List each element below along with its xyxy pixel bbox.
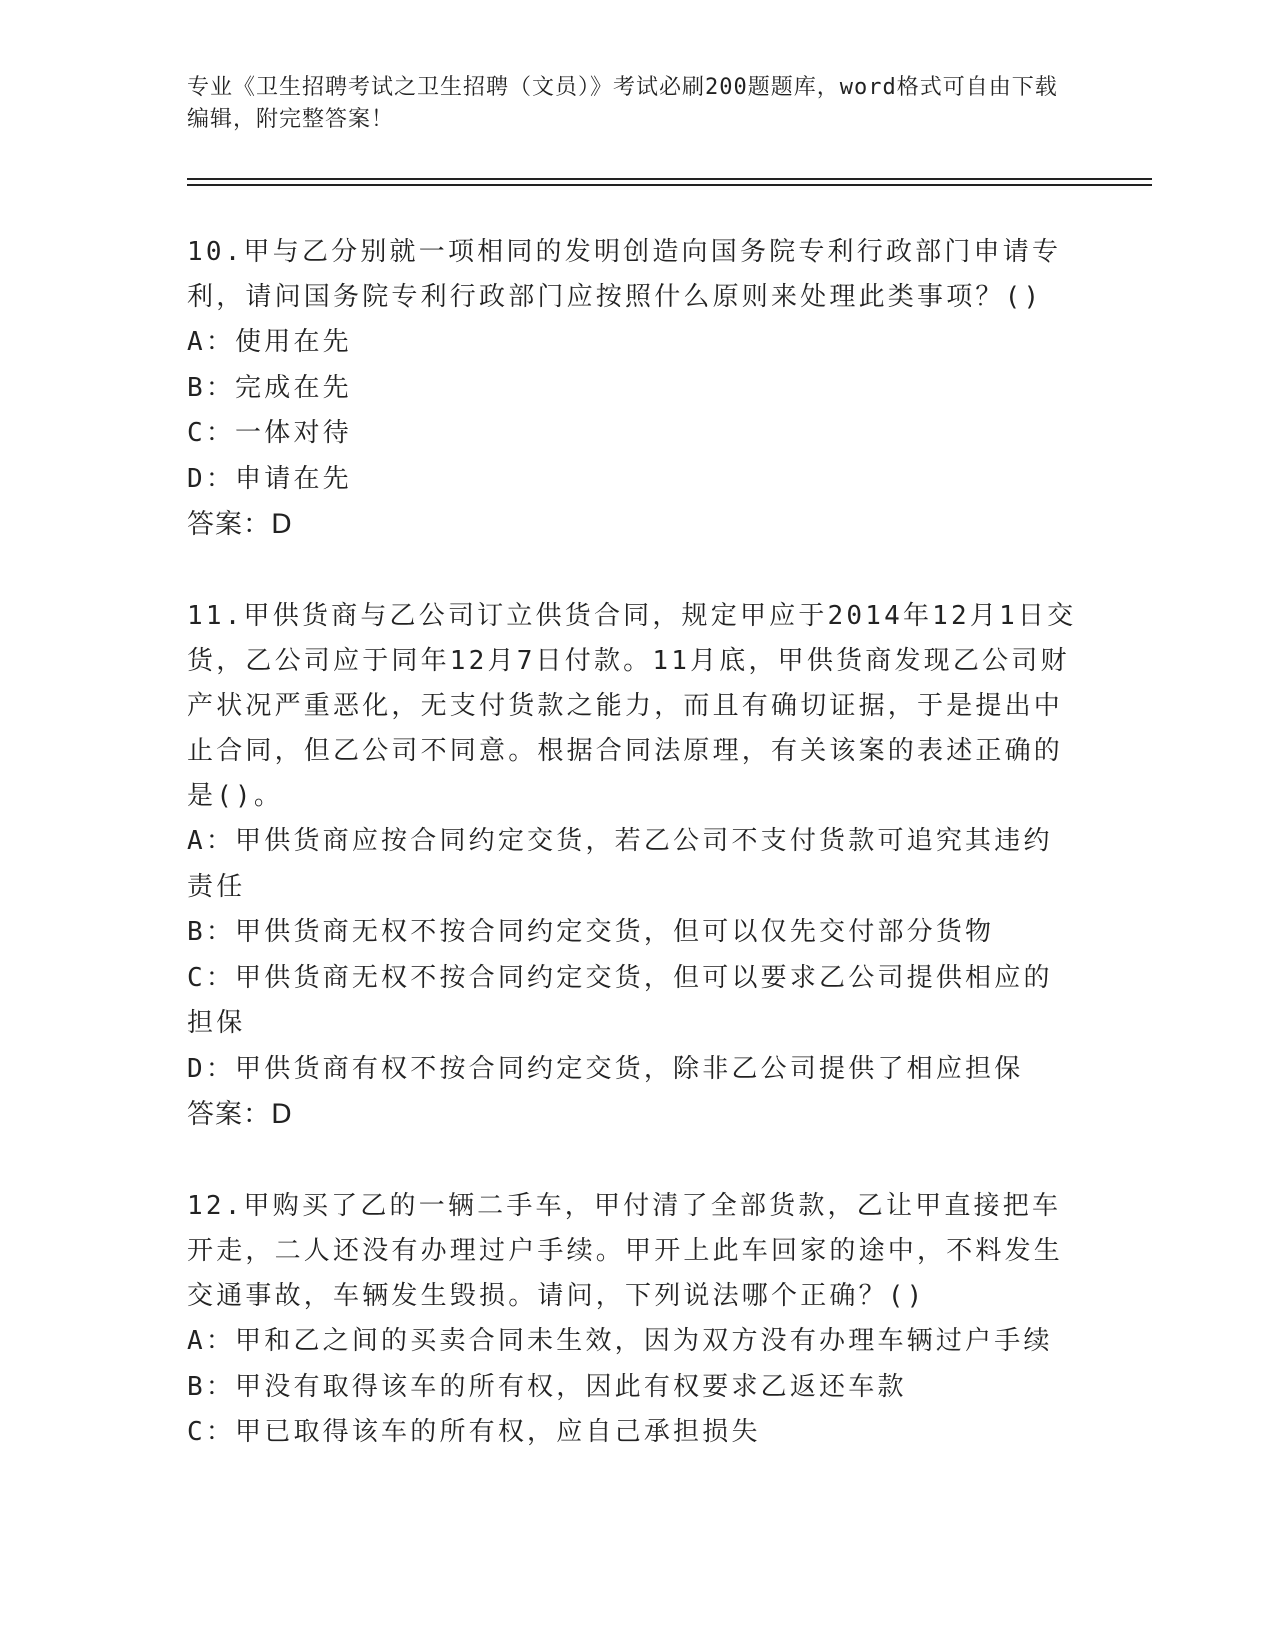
option-a: A：使用在先	[187, 327, 352, 357]
option-d: D：甲供货商有权不按合同约定交货，除非乙公司提供了相应担保	[187, 1053, 1024, 1084]
header-divider	[187, 178, 1152, 186]
document-header	[187, 72, 1067, 136]
question-list	[187, 230, 1077, 1502]
option-c: C：甲已取得该车的所有权，应自己承担损失	[187, 1417, 761, 1447]
option-a: A：甲供货商应按合同约定交货，若乙公司不支付货款可追究其违约责任	[187, 826, 1053, 902]
question-11	[187, 594, 1077, 1138]
answer-line: 答案：D	[187, 1099, 293, 1130]
question-stem: 10.甲与乙分别就一项相同的发明创造向国务院专利行政部门申请专利，请问国务院专利行政部门应按照什么原则来处理此类事项？()	[187, 237, 1062, 312]
option-b: B：甲没有取得该车的所有权，因此有权要求乙返还车款	[187, 1371, 907, 1402]
question-stem: 12.甲购买了乙的一辆二手车，甲付清了全部货款，乙让甲直接把车开走，二人还没有办理过户手续。甲开上此车回家的途中，不料发生交通事故，车辆发生毁损。请问，下列说法哪个正确？()	[187, 1191, 1064, 1311]
option-c: C：甲供货商无权不按合同约定交货，但可以要求乙公司提供相应的担保	[187, 962, 1053, 1038]
option-b: B：完成在先	[187, 372, 352, 403]
question-12	[187, 1184, 1077, 1456]
header-text: 专业《卫生招聘考试之卫生招聘（文员）》考试必刷200题题库，word格式可自由下载编辑，附完整答案！	[187, 75, 1058, 132]
question-stem: 11.甲供货商与乙公司订立供货合同，规定甲应于2014年12月1日交货，乙公司应于同年12月7日付款。11月底，甲供货商发现乙公司财产状况严重恶化，无支付货款之能力，而且有确切证据，于是提出中止合同，但乙公司不同意。根据合同法原理，有关该案的表述正确的是()。	[187, 601, 1077, 811]
option-b: B：甲供货商无权不按合同约定交货，但可以仅先交付部分货物	[187, 917, 995, 947]
option-a: A：甲和乙之间的买卖合同未生效，因为双方没有办理车辆过户手续	[187, 1326, 1053, 1356]
option-c: C：一体对待	[187, 418, 352, 448]
answer-line: 答案：D	[187, 509, 293, 540]
question-10	[187, 230, 1077, 548]
option-d: D：申请在先	[187, 463, 352, 494]
